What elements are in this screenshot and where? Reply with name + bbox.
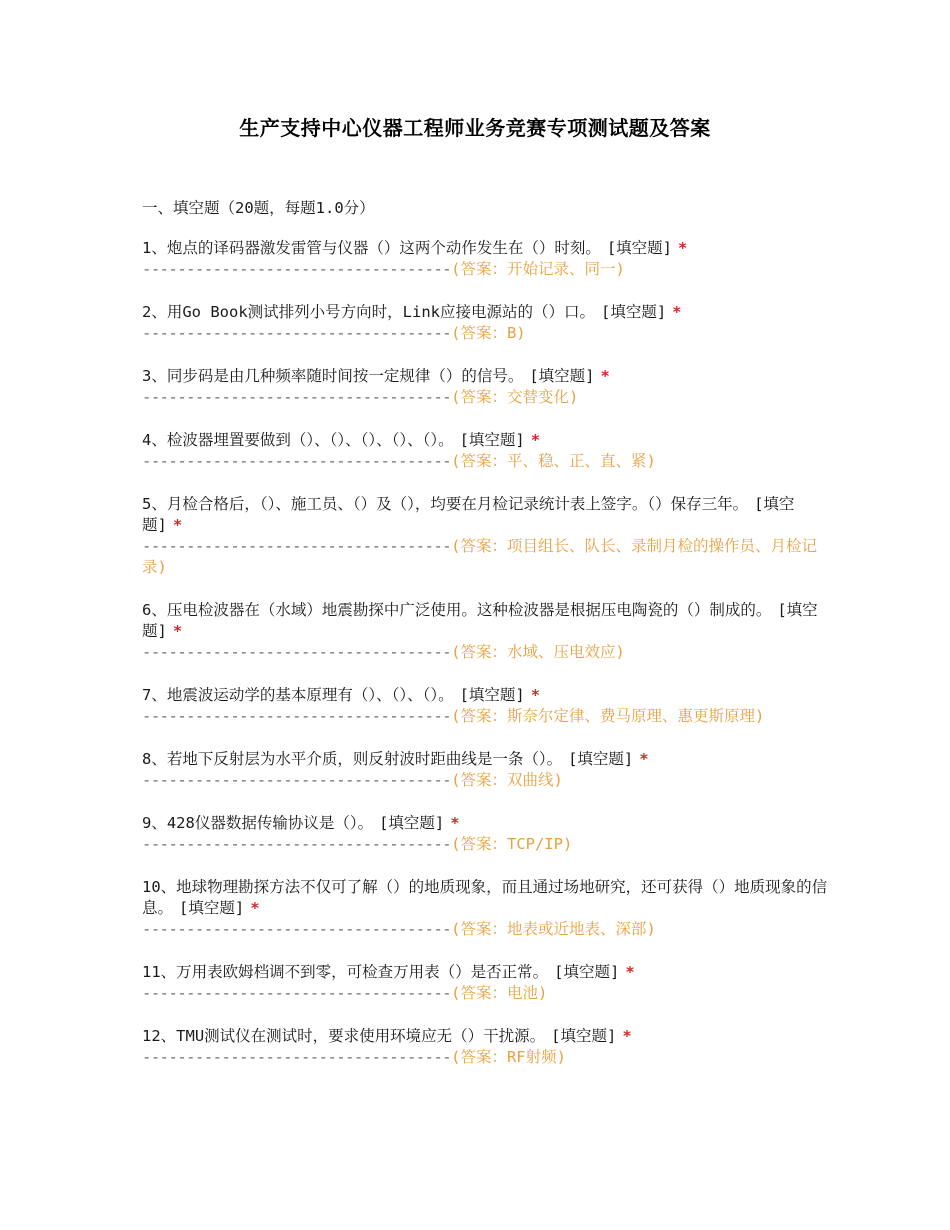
- answer-underline: -----------------------------------: [142, 643, 452, 661]
- question-text: 5、月检合格后，（）、施工员、（）及（），均要在月检记录统计表上签字。（）保存三年。: [142, 495, 749, 513]
- answer-text: (答案：TCP/IP): [451, 835, 573, 853]
- question-item: [142, 600, 832, 663]
- answer-line: [142, 259, 832, 280]
- answer-line: [142, 323, 832, 344]
- document-content: [142, 198, 832, 1090]
- question-line: [142, 430, 832, 451]
- required-marker: *: [672, 303, 682, 321]
- question-type-label: [填空题]: [600, 303, 667, 321]
- question-list: [142, 238, 832, 1068]
- required-marker: *: [639, 750, 649, 768]
- question-type-label: [填空题]: [551, 1027, 617, 1045]
- question-item: [142, 685, 832, 727]
- question-line: [142, 238, 832, 259]
- required-marker: *: [530, 686, 541, 704]
- question-text: 3、同步码是由几种频率随时间按一定规律（）的信号。: [142, 367, 524, 385]
- required-marker: *: [622, 1027, 632, 1045]
- answer-text: (答案：平、稳、正、直、紧): [451, 452, 656, 470]
- document-title: 生产支持中心仪器工程师业务竞赛专项测试题及答案: [239, 116, 711, 140]
- question-item: [142, 877, 832, 940]
- question-text: 2、用Go Book测试排列小号方向时，Link应接电源站的（）口。: [142, 303, 595, 321]
- question-item: [142, 430, 832, 472]
- answer-underline: -----------------------------------: [142, 1048, 452, 1066]
- answer-text: (答案：B): [451, 324, 526, 342]
- required-marker: *: [678, 239, 688, 257]
- answer-underline: -----------------------------------: [142, 835, 452, 853]
- question-item: [142, 813, 832, 855]
- question-item: [142, 302, 832, 344]
- answer-underline: -----------------------------------: [142, 388, 452, 406]
- question-text: 4、检波器埋置要做到（）、（）、（）、（）、（）。: [142, 431, 454, 449]
- answer-line: [142, 983, 832, 1004]
- answer-underline: -----------------------------------: [142, 452, 452, 470]
- section-heading: 一、填空题（20题，每题1.0分）: [142, 199, 375, 217]
- answer-underline: -----------------------------------: [142, 260, 452, 278]
- question-type-label: [填空题]: [142, 495, 795, 534]
- question-line: [142, 877, 832, 919]
- answer-text: (答案：双曲线): [451, 771, 563, 789]
- answer-underline: -----------------------------------: [142, 707, 452, 725]
- answer-line: [142, 642, 832, 663]
- question-text: 7、地震波运动学的基本原理有（）、（）、（）。: [142, 686, 454, 704]
- answer-text: (答案：项目组长、队长、录制月检的操作员、月检记录): [142, 537, 817, 576]
- answer-line: [142, 1047, 832, 1068]
- question-text: 1、炮点的译码器激发雷管与仪器（）这两个动作发生在（）时刻。: [142, 239, 601, 257]
- required-marker: *: [450, 814, 460, 832]
- answer-underline: -----------------------------------: [142, 984, 452, 1002]
- answer-line: [142, 834, 832, 855]
- question-type-label: [填空题]: [606, 239, 673, 257]
- answer-underline: -----------------------------------: [142, 324, 452, 342]
- answer-line: [142, 451, 832, 472]
- question-item: [142, 749, 832, 791]
- question-type-label: [填空题]: [379, 814, 445, 832]
- question-line: [142, 600, 832, 642]
- question-item: [142, 238, 832, 280]
- question-line: [142, 494, 832, 536]
- answer-line: [142, 770, 832, 791]
- question-type-label: [填空题]: [529, 367, 595, 385]
- question-line: [142, 749, 832, 770]
- question-type-label: [填空题]: [179, 899, 245, 917]
- question-item: [142, 366, 832, 408]
- required-marker: *: [250, 899, 260, 917]
- required-marker: *: [172, 516, 183, 534]
- question-text: 11、万用表欧姆档调不到零，可检查万用表（）是否正常。: [142, 963, 549, 981]
- answer-line: [142, 387, 832, 408]
- question-line: [142, 685, 832, 706]
- required-marker: *: [625, 963, 635, 981]
- question-text: 9、428仪器数据传输协议是（）。: [142, 814, 374, 832]
- question-item: [142, 494, 832, 578]
- answer-text: (答案：斯奈尔定律、费马原理、惠更斯原理): [451, 707, 765, 725]
- required-marker: *: [600, 367, 610, 385]
- question-text: 12、TMU测试仪在测试时，要求使用环境应无（）干扰源。: [142, 1027, 546, 1045]
- question-text: 8、若地下反射层为水平介质，则反射波时距曲线是一条（）。: [142, 750, 563, 768]
- required-marker: *: [172, 622, 183, 640]
- answer-underline: -----------------------------------: [142, 771, 452, 789]
- question-type-label: [填空题]: [459, 686, 525, 704]
- answer-text: (答案：交替变化): [451, 388, 579, 406]
- answer-underline: -----------------------------------: [142, 537, 452, 555]
- answer-underline: -----------------------------------: [142, 920, 452, 938]
- question-type-label: [填空题]: [554, 963, 620, 981]
- question-line: [142, 813, 832, 834]
- question-item: [142, 962, 832, 1004]
- answer-text: (答案：开始记录、同一): [451, 260, 625, 278]
- question-line: [142, 302, 832, 323]
- answer-text: (答案：水域、压电效应): [451, 643, 625, 661]
- answer-text: (答案：RF射频): [451, 1048, 566, 1066]
- question-type-label: [填空题]: [568, 750, 634, 768]
- answer-line: [142, 706, 832, 727]
- answer-line: [142, 536, 832, 578]
- question-text: 6、压电检波器在（水域）地震勘探中广泛使用。这种检波器是根据压电陶瓷的（）制成的。: [142, 601, 772, 619]
- required-marker: *: [530, 431, 541, 449]
- answer-text: (答案：地表或近地表、深部): [451, 920, 656, 938]
- answer-line: [142, 919, 832, 940]
- question-text: 10、地球物理勘探方法不仅可了解（）的地质现象，而且通过场地研究，还可获得（）地质现象的信息。: [142, 878, 828, 917]
- question-type-label: [填空题]: [459, 431, 525, 449]
- question-type-label: [填空题]: [142, 601, 818, 640]
- question-line: [142, 1026, 832, 1047]
- answer-text: (答案：电池): [451, 984, 548, 1002]
- question-line: [142, 962, 832, 983]
- question-item: [142, 1026, 832, 1068]
- question-line: [142, 366, 832, 387]
